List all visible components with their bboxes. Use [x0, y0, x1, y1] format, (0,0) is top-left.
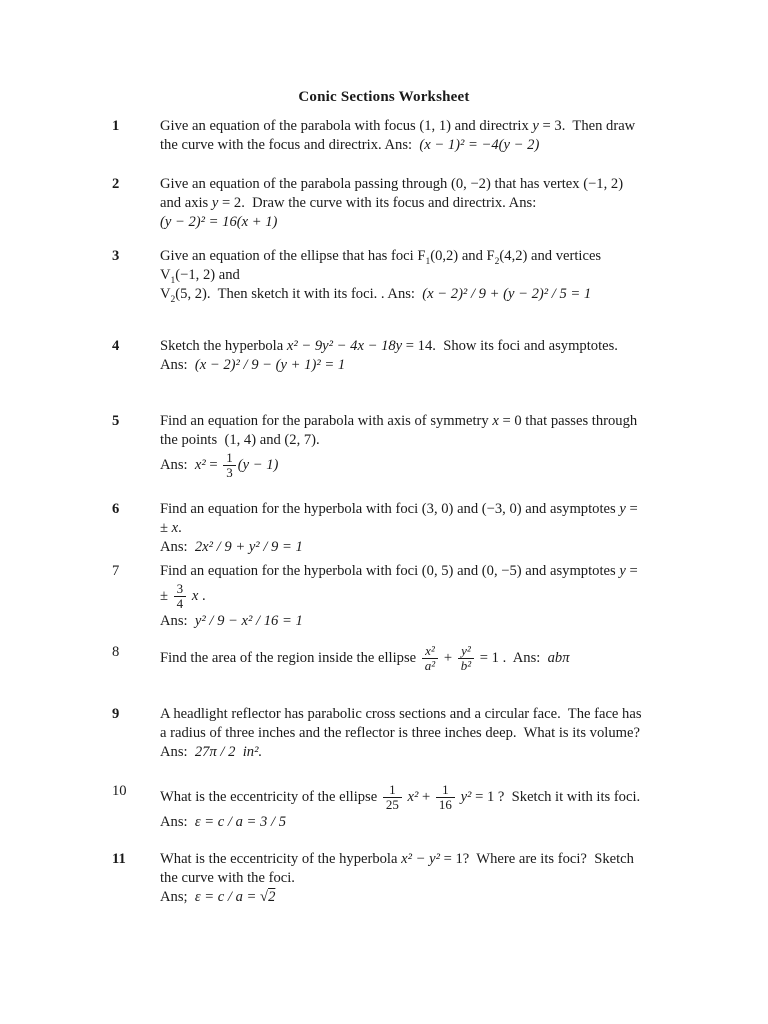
problem-row [112, 117, 682, 155]
problem-number: 10 [112, 782, 127, 799]
plain-text: Find an equation for the parabola with axis of symmetry [160, 413, 493, 429]
problem-line [160, 869, 682, 888]
problem-row [112, 337, 682, 375]
radicand: 2 [268, 889, 276, 906]
math-text: (x − 2)² / 9 + (y − 2)² / 5 = 1 [422, 286, 592, 302]
problem-text [160, 705, 682, 762]
math-text: abπ [547, 650, 570, 667]
problem-number: 3 [112, 248, 120, 264]
math-text: (x − 1)² = −4(y − 2) [419, 137, 540, 153]
plain-text: . [198, 587, 206, 604]
problem-line [160, 743, 682, 762]
plain-text: = 0 that passes through [498, 413, 638, 429]
problem-line [160, 888, 682, 907]
fraction [458, 644, 474, 674]
plain-text: ± [160, 519, 172, 536]
plain-text: Ans: [160, 613, 195, 630]
plain-text: Ans: [160, 743, 195, 760]
plain-text: Find an equation for the hyperbola with foci (3, 0) and (−3, 0) and asymptotes [160, 500, 620, 517]
problem-line [160, 813, 682, 832]
plain-text: the curve with the focus and directrix. Ans: [160, 137, 420, 153]
plain-text: = 2. Draw the curve with its focus and directrix. Ans: [218, 195, 537, 211]
plain-text: Ans; [160, 889, 195, 906]
plain-text: (5, 2). Then sketch it with its foci. . Ans: [175, 286, 423, 302]
fraction [174, 582, 187, 612]
problem-line [160, 194, 682, 213]
math-text: y² [460, 788, 472, 805]
problem-line [160, 337, 682, 356]
fraction-denominator: 3 [226, 465, 233, 481]
problem-text [160, 500, 682, 557]
fraction-denominator: 16 [438, 797, 452, 813]
problem-row [112, 412, 682, 482]
math-text: x² − y² [401, 851, 440, 868]
math-text: y [532, 118, 539, 134]
fraction-denominator: a² [424, 658, 436, 674]
problem-number: 5 [112, 413, 120, 429]
problem-line [160, 117, 682, 136]
problem-number: 7 [112, 562, 120, 579]
math-text: x² [407, 788, 419, 805]
plain-text: the curve with the foci. [160, 870, 295, 887]
plain-text: (4,2) and vertices [499, 248, 602, 264]
plain-text: and axis [160, 195, 212, 211]
plain-text: . [178, 519, 182, 536]
problem-row [112, 500, 682, 557]
fraction [422, 644, 438, 674]
math-text: (y − 1) [237, 457, 279, 474]
math-text: (y − 2)² = 16(x + 1) [160, 214, 278, 230]
fraction [383, 783, 402, 813]
plain-text: ± [160, 587, 172, 604]
plain-text: Sketch the hyperbola [160, 338, 287, 354]
problem-line [160, 213, 682, 232]
problem-line [160, 285, 682, 304]
plain-text: a radius of three inches and the reflector is three inches deep. What is its volume? [160, 724, 640, 741]
math-text: y [619, 562, 626, 579]
subscript: 2 [170, 294, 176, 305]
plain-text: = 1? Where are its foci? Sketch [439, 851, 634, 868]
problem-line [160, 412, 682, 431]
problem-line [160, 175, 682, 194]
problem-line [160, 519, 682, 538]
problem-list [0, 117, 768, 907]
problem-number: 4 [112, 338, 120, 354]
problem-line [160, 538, 682, 557]
fraction [223, 451, 236, 481]
problem-text [160, 562, 682, 632]
plain-text: V [160, 286, 171, 302]
problem-line [160, 266, 682, 285]
problem-line [160, 705, 682, 724]
problem-line [160, 500, 682, 519]
plain-text: What is the eccentricity of the hyperbola [160, 851, 402, 868]
worksheet-title: Conic Sections Worksheet [298, 89, 470, 105]
problem-text [160, 117, 682, 155]
plain-text: = 1 . Ans: [476, 650, 548, 667]
plain-text: + [418, 788, 434, 805]
problem-line [160, 612, 682, 631]
plain-text: = 14. Show its foci and asymptotes. [402, 338, 618, 354]
subscript: 2 [494, 256, 500, 267]
plain-text: (−1, 2) and [175, 267, 240, 283]
math-text: y [619, 500, 626, 517]
problem-row [112, 850, 682, 907]
plain-text: A headlight reflector has parabolic cross sections and a circular face. The face has [160, 705, 642, 722]
plain-text: + [440, 650, 456, 667]
plain-text: = [205, 457, 222, 474]
math-text: 27π / 2 in². [194, 743, 263, 760]
problem-text [160, 175, 682, 232]
problem-row [112, 782, 682, 833]
fraction-denominator: 25 [385, 797, 399, 813]
math-text: x [492, 413, 499, 429]
plain-text: Give an equation of the parabola passing through (0, −2) that has vertex (−1, 2) [160, 176, 624, 192]
problem-line [160, 136, 682, 155]
problem-text [160, 247, 682, 304]
problem-number: 11 [112, 851, 126, 868]
plain-text: Ans: [160, 814, 195, 831]
math-text: x [191, 587, 199, 604]
plain-text: = 3. Then draw [538, 118, 636, 134]
fraction-numerator: 1 [383, 783, 402, 798]
fraction-denominator: 4 [176, 595, 184, 611]
fraction-numerator: 3 [174, 582, 187, 597]
plain-text: the points (1, 4) and (2, 7). [160, 432, 320, 448]
problem-row [112, 705, 682, 762]
problem-text [160, 782, 682, 833]
plain-text: = [625, 500, 638, 517]
problem-text [160, 337, 682, 375]
math-text: y [211, 195, 219, 211]
problem-line [160, 450, 682, 482]
plain-text: Give an equation of the parabola with focus (1, 1) and directrix [160, 118, 533, 134]
problem-line [160, 724, 682, 743]
fraction-numerator: 1 [223, 451, 236, 466]
problem-line [160, 562, 682, 581]
plain-text: = 1 ? Sketch it with its foci. [471, 788, 641, 805]
math-text: ε = c / a = 3 / 5 [194, 814, 286, 831]
problem-number: 9 [112, 705, 120, 722]
problem-number: 1 [112, 118, 120, 134]
problem-row [112, 643, 682, 675]
math-text: (x − 2)² / 9 − (y + 1)² = 1 [194, 357, 346, 373]
plain-text: Find the area of the region inside the ellipse [160, 650, 420, 667]
problem-number: 6 [112, 500, 120, 517]
plain-text: Give an equation of the ellipse that has foci F [160, 248, 426, 264]
problem-line [160, 850, 682, 869]
problem-line [160, 431, 682, 450]
fraction-numerator: 1 [436, 783, 455, 798]
plain-text: V [160, 267, 171, 283]
subscript: 1 [170, 275, 176, 286]
math-text: x [171, 519, 179, 536]
plain-text: Ans: [160, 538, 195, 555]
math-text: x² [194, 457, 206, 474]
problem-number: 8 [112, 644, 120, 661]
math-text: ε = c / a = [194, 889, 261, 906]
problem-text [160, 412, 682, 482]
problem-line [160, 643, 682, 675]
problem-line [160, 581, 682, 613]
subscript: 1 [425, 256, 431, 267]
problem-number: 2 [112, 176, 120, 192]
problem-text [160, 850, 682, 907]
plain-text: = [625, 562, 638, 579]
problem-row [112, 247, 682, 304]
fraction [436, 783, 455, 813]
problem-line [160, 356, 682, 375]
plain-text: What is the eccentricity of the ellipse [160, 788, 381, 805]
problem-text [160, 643, 682, 675]
problem-row [112, 175, 682, 232]
plain-text: Find an equation for the hyperbola with foci (0, 5) and (0, −5) and asymptotes [160, 562, 620, 579]
plain-text: (0,2) and F [430, 248, 495, 264]
math-text: 2x² / 9 + y² / 9 = 1 [194, 538, 303, 555]
fraction-numerator: x² [422, 644, 438, 659]
math-text: x² − 9y² − 4x − 18y [286, 338, 403, 354]
fraction-numerator: y² [458, 644, 474, 659]
problem-row [112, 562, 682, 632]
math-text: y² / 9 − x² / 16 = 1 [194, 613, 303, 630]
problem-line [160, 247, 682, 266]
problem-line [160, 782, 682, 814]
square-root: √2 [260, 889, 276, 906]
fraction-denominator: b² [460, 658, 472, 674]
plain-text: Ans: [160, 457, 195, 474]
plain-text: Ans: [160, 357, 195, 373]
